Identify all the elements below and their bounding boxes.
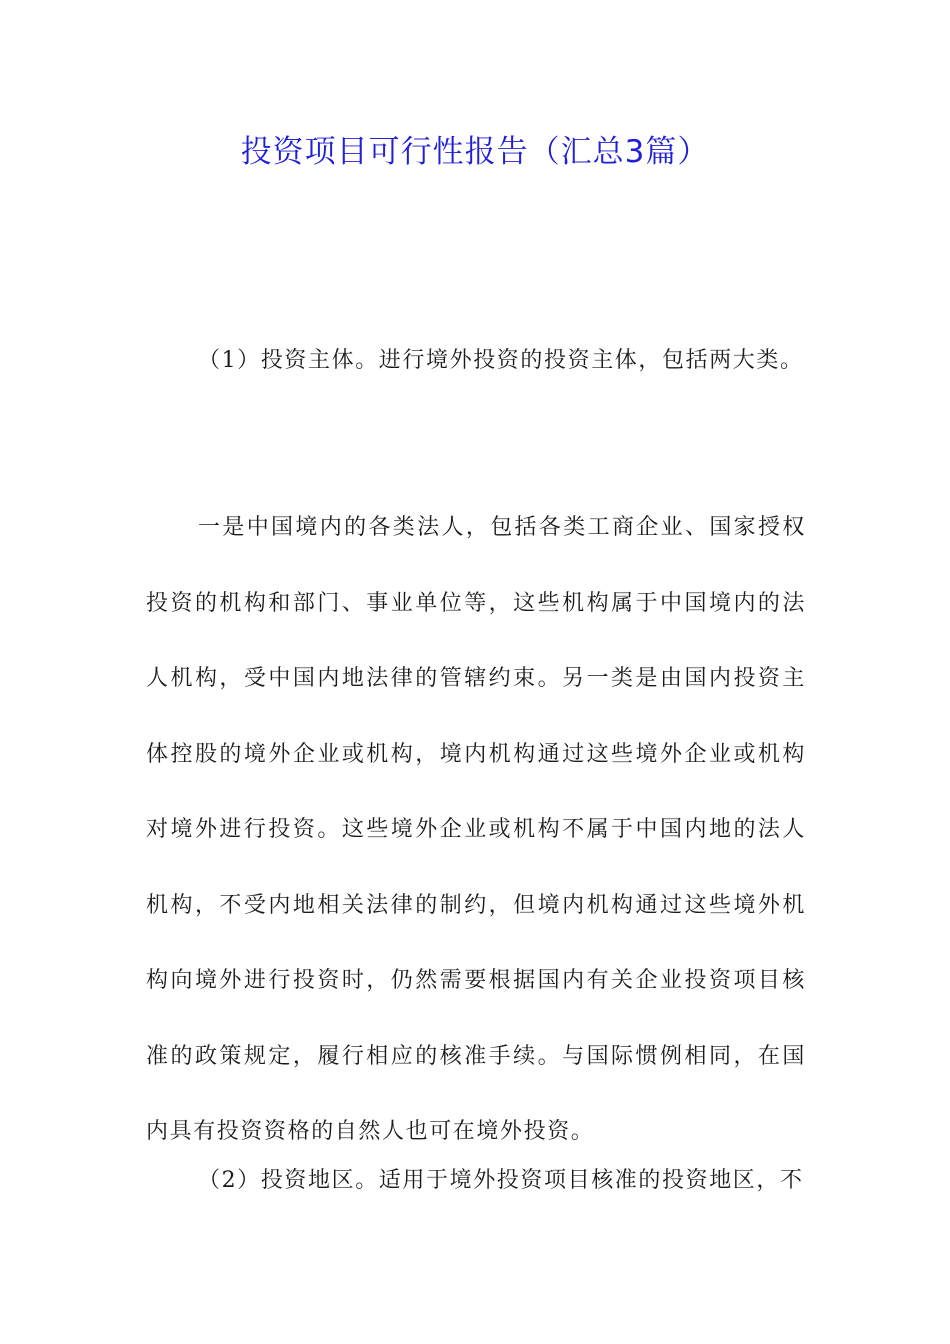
paragraph-legal-entities: 一是中国境内的各类法人，包括各类工商企业、国家授权投资的机构和部门、事业单位等，这些机构属于中国境内的法人机构，受中国内地法律的管辖约束。另一类是由国内投资主体控股的境外企业或机构，境内机构通过这些境外企业或机构对境外进行投资。这些境外企业或机构不属于中国内地的法人机构，不受内地相关法律的制约，但境内机构通过这些境外机构向境外进行投资时，仍然需要根据国内有关企业投资项目核准的政策规定，履行相应的核准手续。与国际惯例相同，在国内具有投资资格的自然人也可在境外投资。 [146,515,806,1144]
paragraph-investment-subject: （1）投资主体。进行境外投资的投资主体，包括两大类。 [198,348,804,373]
paragraph-investment-region: （2）投资地区。适用于境外投资项目核准的投资地区，不 [198,1168,804,1193]
document-title: 投资项目可行性报告（汇总3篇） [240,134,710,170]
